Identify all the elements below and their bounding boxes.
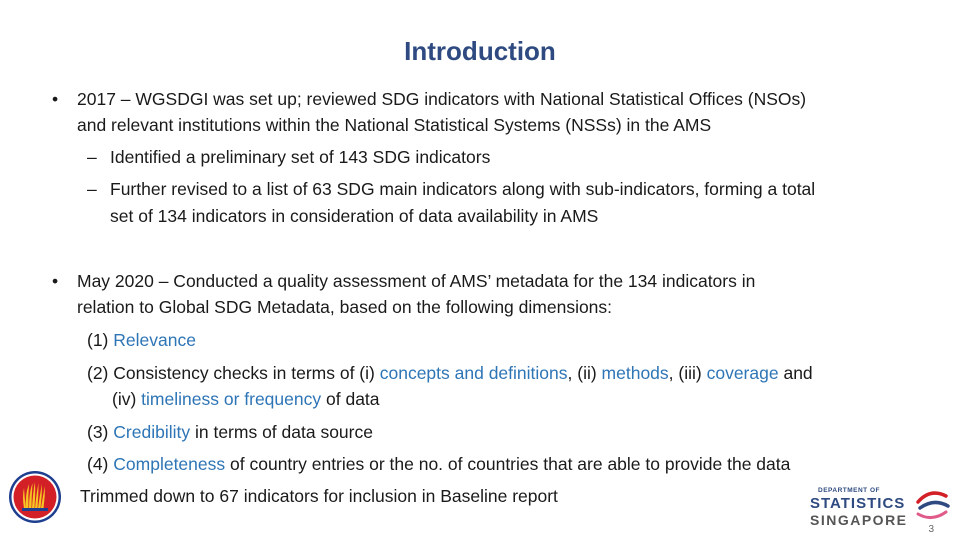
dimension-2-text-b: , (ii) xyxy=(567,363,597,383)
dimension-1-number: (1) xyxy=(87,330,109,350)
dimension-2-line-2 xyxy=(112,388,380,410)
asean-logo xyxy=(8,470,62,524)
dos-logo-swirl-icon xyxy=(918,493,948,517)
dimension-2-line-1 xyxy=(87,362,813,384)
sub-bullet-2-line-2: set of 134 indicators in consideration of data availability in AMS xyxy=(110,206,599,226)
dimension-4 xyxy=(87,453,790,475)
sub-bullet-2-line-1: Further revised to a list of 63 SDG main indicators along with sub-indicators, forming a total xyxy=(110,179,816,199)
bullet-1-symbol: • xyxy=(52,89,59,109)
dimension-2-text-e: (iv) xyxy=(112,389,137,409)
trimmed-note: Trimmed down to 67 indicators for inclusion in Baseline report xyxy=(80,486,558,506)
bullet-1-line-1: 2017 – WGSDGI was set up; reviewed SDG indicators with National Statistical Offices (NSOs) xyxy=(77,89,807,109)
page-number: 3 xyxy=(928,524,934,535)
bullet-1-line-2: and relevant institutions within the National Statistical Systems (NSSs) in the AMS xyxy=(77,115,712,135)
bullet-2-symbol: • xyxy=(52,271,59,291)
dimension-4-number: (4) xyxy=(87,454,109,474)
dimension-1 xyxy=(87,329,196,351)
dos-logo-dept-text: DEPARTMENT OF xyxy=(818,487,880,494)
dimension-2-text-c: , (iii) xyxy=(668,363,702,383)
dimension-2-term-concepts: concepts and definitions xyxy=(379,363,568,383)
dimension-1-term: Relevance xyxy=(113,330,196,350)
sub-bullet-1-dash: – xyxy=(87,147,97,167)
sub-bullet-2-dash: – xyxy=(87,179,97,199)
dos-logo-singapore-text: SINGAPORE xyxy=(810,512,908,528)
bullet-2-line-2: relation to Global SDG Metadata, based on the following dimensions: xyxy=(77,297,613,317)
dimension-3 xyxy=(87,421,373,443)
dos-logo-statistics-text: STATISTICS xyxy=(810,495,906,512)
slide-title: Introduction xyxy=(404,36,556,66)
dimension-4-rest: of country entries or the no. of countries that are able to provide the data xyxy=(230,454,791,474)
dimension-2-term-coverage: coverage xyxy=(706,363,779,383)
asean-logo-base xyxy=(22,508,48,511)
dimension-2-text-f: of data xyxy=(326,389,380,409)
dimension-2-term-timeliness: timeliness or frequency xyxy=(141,389,322,409)
dimension-2-text-a: (2) Consistency checks in terms of (i) xyxy=(87,363,375,383)
dimension-4-term: Completeness xyxy=(113,454,226,474)
dimension-2-term-methods: methods xyxy=(601,363,669,383)
dimension-3-rest: in terms of data source xyxy=(194,422,373,442)
dos-singapore-logo xyxy=(806,482,956,530)
bullet-2-line-1: May 2020 – Conducted a quality assessment of AMS’ metadata for the 134 indicators in xyxy=(77,271,756,291)
dimension-2-text-d: and xyxy=(783,363,813,383)
dimension-3-term: Credibility xyxy=(113,422,191,442)
dimension-3-number: (3) xyxy=(87,422,109,442)
sub-bullet-1-text: Identified a preliminary set of 143 SDG indicators xyxy=(110,147,491,167)
